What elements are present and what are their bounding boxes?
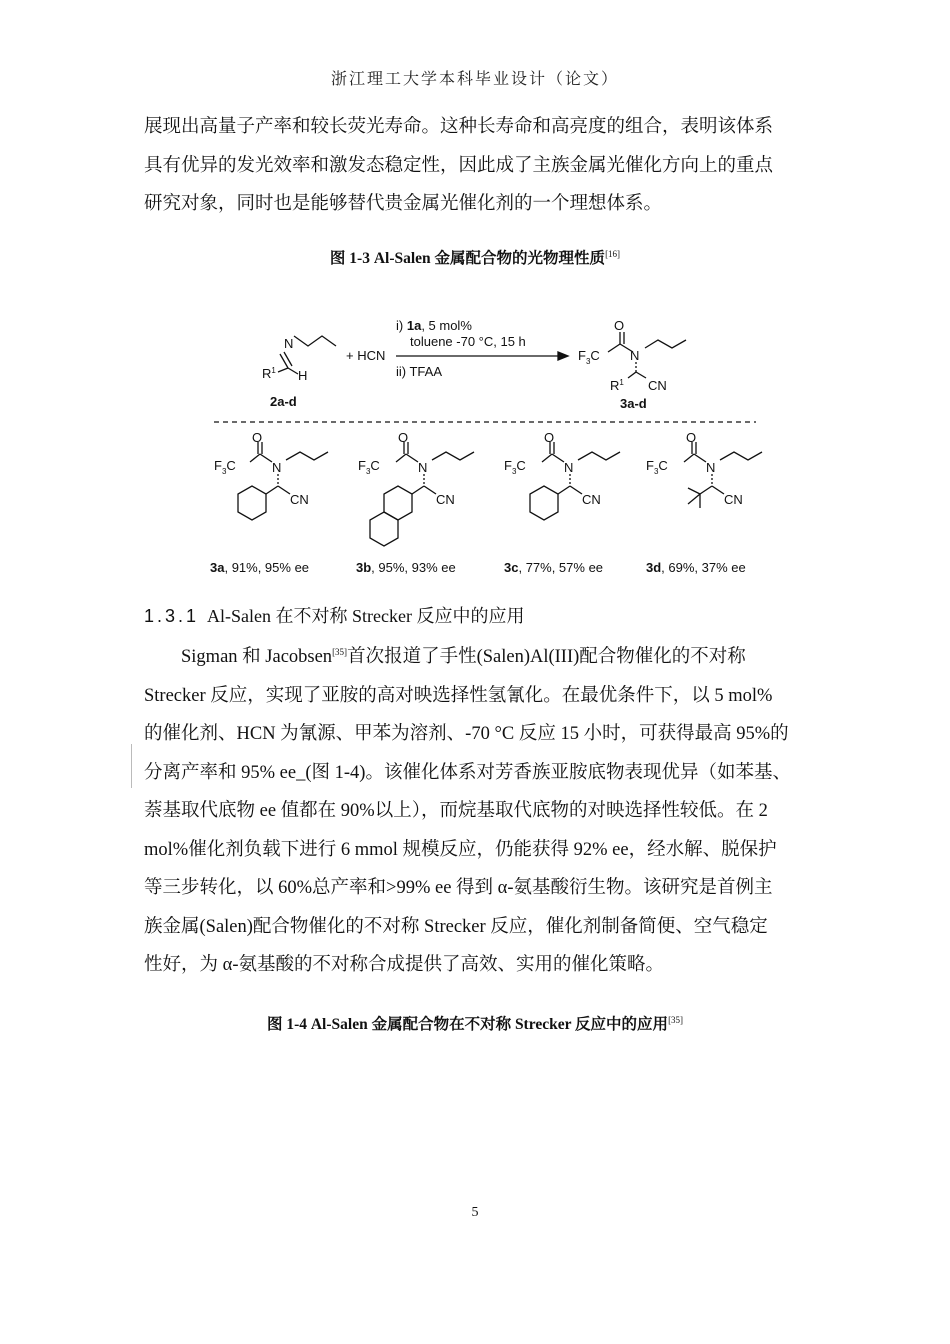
arrow-head	[558, 352, 568, 360]
bond	[608, 344, 620, 352]
text-line: Sigman 和 Jacobsen[35]首次报道了手性(Salen)Al(III)配合物催化的不对称	[181, 646, 746, 667]
atom-label: CN	[724, 492, 743, 507]
body-paragraph	[144, 638, 809, 985]
text-line: Strecker 反应，实现了亚胺的高对映选择性氢氰化。在最优条件下，以 5 mol%	[144, 685, 773, 706]
structure-3b	[370, 442, 474, 546]
atom-label: O	[614, 318, 625, 333]
revision-bar	[131, 744, 132, 788]
caption-text: 图 1-3 Al-Salen 金属配合物的光物理性质	[329, 250, 606, 267]
compound-label: 2a-d	[270, 394, 297, 409]
text-line: 分离产率和 95% ee_(图 1-4)。该催化体系对芳香族亚胺底物表现优异（如苯基、	[144, 762, 791, 783]
citation: [16]	[605, 248, 621, 259]
text-line: 展现出高量子产率和较长荧光寿命。这种长寿命和高亮度的组合，表明该体系	[144, 117, 774, 137]
atom-label: O	[252, 430, 263, 445]
product-result-3c: 3c, 77%, 57% ee	[504, 560, 604, 575]
atom-label: N	[706, 460, 716, 475]
reagent-text: + HCN	[346, 348, 386, 363]
cf3-label: $F_3C$	[214, 458, 236, 476]
atom-label: N	[418, 460, 428, 475]
section-title: Al-Salen 在不对称 Strecker 反应中的应用	[207, 606, 525, 626]
bond	[628, 372, 636, 378]
atom-label: N	[630, 348, 640, 363]
atom-label: CN	[648, 378, 667, 393]
atom-label: O	[398, 430, 409, 445]
atom-label: N	[564, 460, 574, 475]
cf3-label: $F_3C$	[646, 458, 668, 476]
page-header: 浙江理工大学本科毕业设计（论文）	[330, 71, 619, 88]
text-line: 的催化剂、HCN 为氰源、甲苯为溶剂、-70 °C 反应 15 小时，可获得最高 95%的	[144, 724, 789, 744]
section-heading	[144, 602, 525, 628]
citation: [35]	[668, 1014, 684, 1025]
figure-1-4-caption	[0, 1012, 950, 1034]
text-line: mol%催化剂负载下进行 6 mmol 规模反应，仍能获得 92% ee，经水解、脱保护	[144, 839, 777, 860]
r-group-label: $R^1$	[262, 366, 276, 381]
cf3-label: $F_3C$	[578, 348, 600, 366]
text-line: 萘基取代底物 ee 值都在 90%以上），而烷基取代底物的对映选择性较低。在 2	[144, 801, 768, 821]
page-number: 5	[471, 1205, 479, 1220]
structure-3d	[684, 442, 762, 508]
product-result-3b: 3b, 95%, 93% ee	[356, 560, 456, 575]
atom-label: O	[686, 430, 697, 445]
figure-1-3-caption	[0, 246, 950, 268]
atom-label: N	[284, 336, 294, 351]
atom-label: H	[298, 368, 308, 383]
h-bond	[288, 368, 298, 374]
allyl-chain	[645, 340, 686, 348]
section-number: 1.3.1	[144, 606, 200, 626]
text-line: 具有优异的发光效率和激发态稳定性，因此成了主族金属光催化方向上的重点	[144, 155, 774, 176]
r-bond	[278, 368, 288, 372]
cf3-label: $F_3C$	[358, 458, 380, 476]
condition-line: toluene -70 °C, 15 h	[410, 334, 526, 349]
structure-3a	[238, 442, 328, 520]
atom-label: CN	[582, 492, 601, 507]
atom-label: CN	[290, 492, 309, 507]
atom-label: CN	[436, 492, 455, 507]
structure-3c	[530, 442, 620, 520]
citation: [35]	[332, 646, 348, 657]
compound-label: 3a-d	[620, 396, 647, 411]
text-line: 族金属(Salen)配合物催化的不对称 Strecker 反应，催化剂制备简便、空气稳定	[144, 916, 768, 937]
text-line: 等三步转化，以 60%总产率和>99% ee 得到 α-氨基酸衍生物。该研究是首例主	[144, 878, 773, 898]
caption-text: 图 1-4 Al-Salen 金属配合物在不对称 Strecker 反应中的应用	[266, 1016, 669, 1033]
text-line: 性好，为 α-氨基酸的不对称合成提供了高效、实用的催化策略。	[144, 955, 664, 975]
intro-paragraph	[144, 108, 809, 224]
cf3-label: $F_3C$	[504, 458, 526, 476]
allyl-chain	[294, 336, 336, 346]
atom-label: O	[544, 430, 555, 445]
r-group-label: $R^1$	[610, 378, 624, 393]
text-line: 研究对象，同时也是能够替代贵金属光催化剂的一个理想体系。	[144, 194, 663, 214]
bond	[636, 372, 646, 378]
product-result-3a: 3a, 91%, 95% ee	[210, 560, 310, 575]
atom-label: N	[272, 460, 282, 475]
product-result-3d: 3d, 69%, 37% ee	[646, 560, 746, 575]
condition-line: ii) TFAA	[396, 364, 442, 379]
reaction-scheme	[200, 308, 770, 588]
condition-line: i) 1a, 5 mol%	[396, 318, 472, 333]
